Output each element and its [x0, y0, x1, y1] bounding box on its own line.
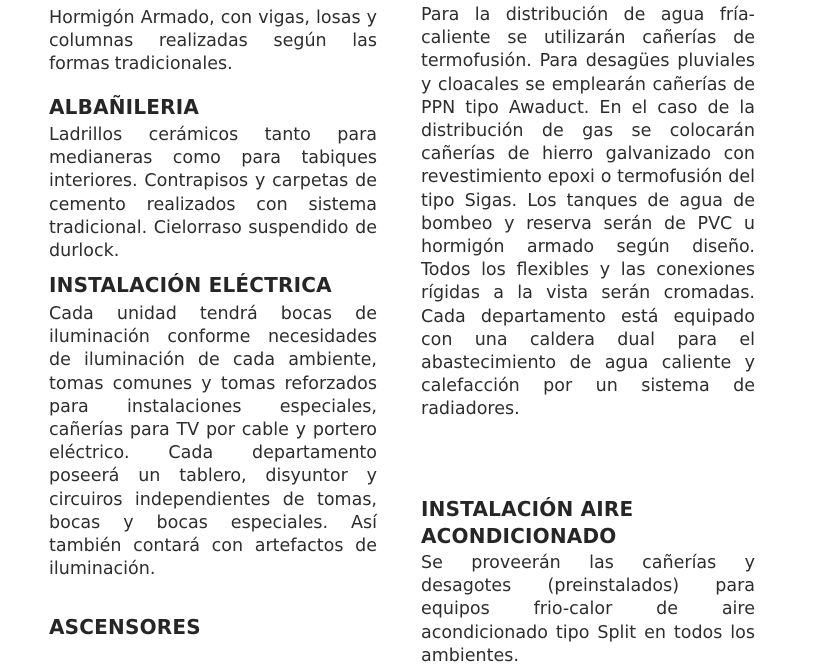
- instalacion-sanitaria-paragraph: Para la distribución de agua fría-caliente se utilizarán cañerías de termofusión. Para desagües pluviales y cloacales se emplearán cañerías de PPN tipo Awaduct. En el caso de la distribución de gas se colocarán cañerías de hierro galvanizado con revestimiento epoxi o termofusión del tipo Sigas. Los tanques de agua de bombeo y reserva serán de PVC u hormigón armado según diseño. Todos los flexibles y las conexiones rígidas a la vista serán cromadas. Cada departamento está equipado con una caldera dual para el abastecimiento de agua caliente y calefacción por un sistema de radiadores.: [421, 5, 755, 420]
- section-instalacion-electrica: [49, 272, 377, 581]
- instalacion-electrica-paragraph: Cada unidad tendrá bocas de iluminación conforme necesidades de iluminación de cada ambiente, tomas comunes y tomas reforzados para instalaciones especiales, cañerías para TV por cable y portero eléctrico. Cada departamento poseerá un tablero, disyuntor y circuiros independientes de tomas, bocas y bocas especiales. Así también contará con artefactos de iluminación.: [49, 304, 377, 580]
- albanileria-paragraph: Ladrillos cerámicos tanto para medianeras como para tabiques interiores. Contrapisos y carpetas de cemento realizados con sistema tradicional. Cielorraso suspendido de durlock.: [49, 125, 377, 262]
- ascensores-heading: ASCENSORES: [49, 615, 201, 639]
- section-hormigon: [49, 7, 377, 77]
- aire-acondicionado-paragraph: Se proveerán las cañerías y desagotes (preinstalados) para equipos frio-calor de aire acondicionado tipo Split en todos los ambientes.: [421, 553, 755, 666]
- aire-acondicionado-heading: INSTALACIÓN AIRE ACONDICIONADO: [421, 497, 634, 548]
- albanileria-heading: ALBAÑILERIA: [49, 95, 200, 119]
- section-albanileria: [49, 94, 377, 263]
- section-aire-acondicionado: [421, 496, 755, 668]
- hormigon-paragraph: Hormigón Armado, con vigas, losas y columnas realizadas según las formas tradicionales.: [49, 8, 377, 75]
- section-instalacion-sanitaria: [421, 4, 755, 422]
- instalacion-electrica-heading: INSTALACIÓN ELÉCTRICA: [49, 273, 332, 297]
- section-ascensores: [49, 614, 377, 641]
